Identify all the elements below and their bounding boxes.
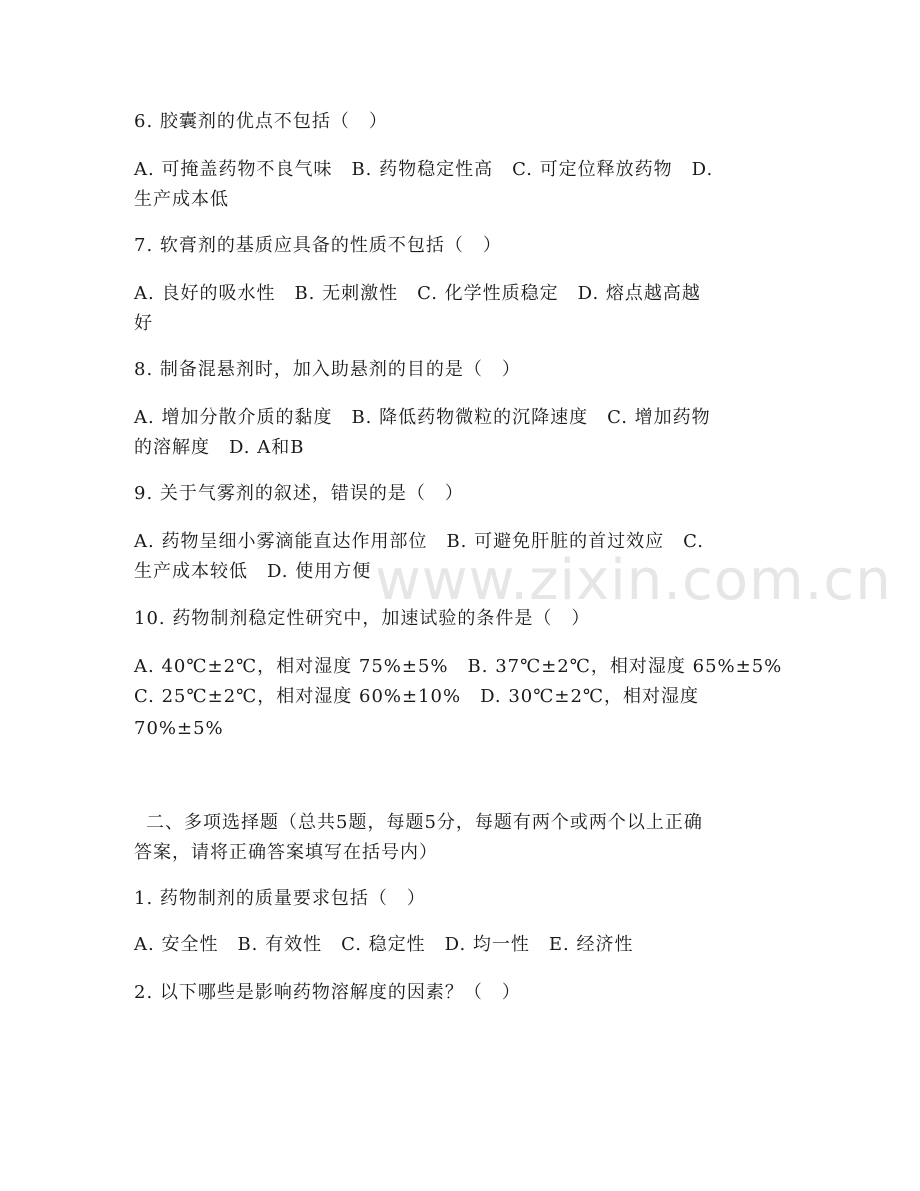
question-8-options: A. 增加分散介质的黏度 B. 降低药物微粒的沉降速度 C. 增加药物 — [134, 407, 711, 428]
multi-question-1-stem: 1. 药物制剂的质量要求包括（ ） — [134, 888, 426, 909]
question-6-options: A. 可掩盖药物不良气味 B. 药物稳定性高 C. 可定位释放药物 D. — [134, 159, 714, 180]
question-9-options: A. 药物呈细小雾滴能直达作用部位 B. 可避免肝脏的首过效应 C. — [134, 531, 704, 552]
question-9-options-cont: 生产成本较低 D. 使用方便 — [134, 561, 372, 582]
question-10-options-cont: C. 25℃±2℃，相对湿度 60%±10% D. 30℃±2℃，相对湿度 — [134, 686, 700, 707]
section-2-heading: 二、多项选择题（总共5题，每题5分，每题有两个或两个以上正确 — [146, 812, 703, 833]
question-10-options: A. 40℃±2℃，相对湿度 75%±5% B. 37℃±2℃，相对湿度 65%±5% — [134, 656, 783, 677]
question-10-options-cont-2: 70%±5% — [134, 718, 224, 739]
question-6-options-cont: 生产成本低 — [134, 189, 229, 210]
multi-question-2-stem: 2. 以下哪些是影响药物溶解度的因素？（ ） — [134, 982, 521, 1003]
question-7-options: A. 良好的吸水性 B. 无刺激性 C. 化学性质稳定 D. 熔点越高越 — [134, 283, 701, 304]
question-6-stem: 6. 胶囊剂的优点不包括（ ） — [134, 111, 388, 132]
question-8-stem: 8. 制备混悬剂时，加入助悬剂的目的是（ ） — [134, 359, 521, 380]
question-7-options-cont: 好 — [134, 313, 153, 334]
watermark: www.zixin.com.cn — [375, 548, 892, 613]
question-10-stem: 10. 药物制剂稳定性研究中，加速试验的条件是（ ） — [134, 608, 591, 629]
section-2-heading-cont: 答案，请将正确答案填写在括号内） — [134, 842, 438, 863]
question-8-options-cont: 的溶解度 D. A和B — [134, 437, 305, 458]
question-7-stem: 7. 软膏剂的基质应具备的性质不包括（ ） — [134, 235, 502, 256]
multi-question-1-options: A. 安全性 B. 有效性 C. 稳定性 D. 均一性 E. 经济性 — [134, 934, 634, 955]
question-9-stem: 9. 关于气雾剂的叙述，错误的是（ ） — [134, 483, 464, 504]
